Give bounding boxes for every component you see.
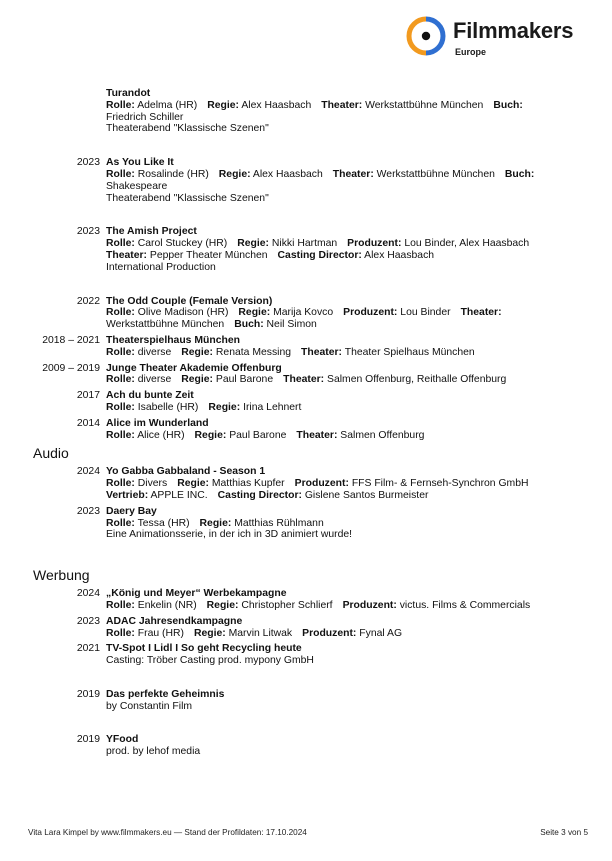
filmmakers-logo-icon: [404, 16, 448, 56]
credit-field: [106, 112, 183, 123]
credit-line: [106, 123, 576, 135]
field-value: Salmen Offenburg, Reithalle Offenburg: [327, 374, 507, 386]
field-value: Salmen Offenburg: [340, 429, 425, 441]
credit-field: [295, 478, 529, 489]
field-value: Alice (HR): [137, 429, 185, 441]
credit-field: [218, 490, 429, 501]
field-value: Pepper Theater München: [149, 249, 268, 261]
credit-field: [181, 347, 291, 358]
field-value: victus. Films & Commercials: [399, 599, 531, 611]
credit-title: The Amish Project: [106, 226, 197, 238]
credit-body: [106, 588, 576, 612]
credit-field: [106, 430, 185, 441]
credit-year: 2021: [76, 643, 100, 655]
field-value: Divers: [137, 478, 168, 490]
credit-entry: [0, 689, 612, 713]
field-value: Lou Binder, Alex Haasbach: [404, 238, 530, 250]
field-label: Rolle:: [106, 401, 135, 413]
credit-field: [177, 478, 284, 489]
field-value: Isabelle (HR): [137, 401, 199, 413]
field-label: Rolle:: [106, 374, 135, 386]
credit-line: [106, 430, 576, 442]
field-label: Regie:: [181, 346, 214, 358]
field-value: Theater Spielhaus München: [344, 346, 475, 358]
field-label: Regie:: [218, 168, 251, 180]
field-value: diverse: [137, 374, 172, 386]
field-value: Werkstattbühne München: [376, 168, 495, 180]
credit-entry: [0, 734, 612, 758]
credit-line: [106, 529, 576, 541]
field-value: Paul Barone: [229, 429, 287, 441]
credit-title: Ach du bunte Zeit: [106, 390, 194, 402]
field-label: Theater:: [283, 374, 325, 386]
credit-field: [106, 402, 198, 413]
credit-body: [106, 390, 576, 414]
field-value: International Production: [106, 261, 216, 273]
credit-line: [106, 112, 576, 124]
credit-field: [106, 181, 167, 192]
credit-field: [195, 430, 287, 441]
credit-title: Daery Bay: [106, 505, 157, 517]
field-label: Regie:: [208, 401, 241, 413]
field-label: Regie:: [238, 307, 271, 319]
credit-field: [106, 478, 167, 489]
credit-year: 2023: [76, 505, 100, 517]
credit-year: 2017: [76, 390, 100, 402]
credit-title: Alice im Wunderland: [106, 417, 209, 429]
field-value: Werkstattbühne München: [365, 99, 484, 111]
field-label: Buch:: [504, 168, 535, 180]
credit-body: [106, 506, 576, 541]
field-value: Matthias Rühlmann: [234, 517, 324, 529]
credit-year: 2009 – 2019: [42, 362, 100, 374]
field-label: Produzent:: [347, 238, 402, 250]
field-label: Produzent:: [294, 478, 349, 490]
field-label: Regie:: [194, 429, 227, 441]
credit-field: [106, 600, 197, 611]
credit-field: [106, 628, 184, 639]
field-value: by Constantin Film: [106, 700, 193, 712]
field-value: Eine Animationsserie, in der ich in 3D animiert wurde!: [106, 529, 353, 541]
credit-body: [106, 616, 576, 640]
credit-year: 2014: [76, 417, 100, 429]
credit-field: [343, 307, 450, 318]
credit-year: 2018 – 2021: [42, 334, 100, 346]
credit-year: 2019: [76, 734, 100, 746]
credit-line: [106, 319, 576, 331]
credit-field: [106, 307, 228, 318]
credit-field: [181, 374, 273, 385]
credit-body: [106, 643, 576, 667]
credit-field: [347, 238, 529, 249]
credit-field: [207, 600, 333, 611]
logo-title: Filmmakers: [453, 18, 574, 43]
field-label: Buch:: [234, 319, 264, 331]
credit-line: [106, 746, 576, 758]
field-value: Alex Haasbach: [252, 168, 323, 180]
credit-body: [106, 734, 576, 758]
credit-field: [208, 402, 301, 413]
field-label: Rolle:: [106, 599, 135, 611]
footer-credit: Vita Lara Kimpel by www.filmmakers.eu — Stand der Profildaten: 17.10.2024: [28, 828, 307, 837]
credit-line: [106, 169, 576, 181]
credit-field: [278, 250, 435, 261]
credit-year: 2024: [76, 588, 100, 600]
credit-field: [333, 169, 495, 180]
credit-title: TV-Spot I Lidl I So geht Recycling heute: [106, 643, 302, 655]
field-value: Frau (HR): [137, 627, 184, 639]
field-value: Carol Stuckey (HR): [137, 238, 228, 250]
field-value: diverse: [137, 346, 172, 358]
field-label: Rolle:: [106, 627, 135, 639]
credit-line: [106, 490, 576, 502]
credit-field: [321, 100, 483, 111]
credit-field: [106, 347, 171, 358]
credit-year: [0, 88, 100, 135]
credit-line: [106, 478, 576, 490]
field-label: Regie:: [237, 238, 270, 250]
field-value: Alex Haasbach: [241, 99, 312, 111]
field-value: Christopher Schlierf: [241, 599, 333, 611]
field-value: Renata Messing: [215, 346, 292, 358]
field-label: Theater:: [106, 249, 147, 261]
credit-field: [296, 430, 424, 441]
field-value: Marija Kovco: [273, 307, 334, 319]
credit-entry: [0, 588, 612, 612]
credit-line: [106, 628, 576, 640]
credit-field: [106, 238, 227, 249]
credit-entry: [0, 390, 612, 414]
credit-body: [106, 157, 576, 204]
credit-line: [106, 655, 576, 667]
credit-field: [493, 100, 522, 111]
field-label: Produzent:: [302, 627, 357, 639]
credit-field: [106, 319, 224, 330]
field-label: Regie:: [177, 478, 209, 490]
credit-title: Yo Gabba Gabbaland - Season 1: [106, 466, 266, 478]
logo-subtitle: Europe: [455, 47, 487, 57]
credit-field: [461, 307, 502, 318]
field-value: Tessa (HR): [137, 517, 190, 529]
credit-year: 2023: [76, 615, 100, 627]
field-label: Rolle:: [106, 517, 135, 529]
credit-line: [106, 374, 576, 386]
credit-title: Junge Theater Akademie Offenburg: [106, 362, 282, 374]
credit-field: [106, 701, 192, 712]
credit-entry: [0, 335, 612, 359]
field-label: Rolle:: [106, 238, 135, 250]
field-value: Matthias Kupfer: [211, 478, 285, 490]
credit-line: [106, 262, 576, 274]
field-label: Rolle:: [106, 478, 135, 490]
credit-field: [238, 307, 333, 318]
credit-line: [106, 402, 576, 414]
credit-entry: [0, 616, 612, 640]
credit-line: [106, 701, 576, 713]
credit-line: [106, 250, 576, 262]
credit-title: The Odd Couple (Female Version): [106, 295, 273, 307]
field-value: Adelma (HR): [137, 99, 198, 111]
credit-body: [106, 418, 576, 442]
credit-field: [207, 100, 311, 111]
credit-field: [505, 169, 534, 180]
credit-entry: [0, 363, 612, 387]
credit-field: [106, 193, 269, 204]
field-label: Produzent:: [343, 307, 398, 319]
credit-line: [106, 100, 576, 112]
filmmakers-logo: [404, 16, 604, 62]
credit-entry: [0, 506, 612, 541]
credit-entry: [0, 643, 612, 667]
credit-body: [106, 335, 576, 359]
field-value: Werkstattbühne München: [106, 319, 225, 331]
theater-section: [0, 88, 612, 441]
credit-field: [106, 374, 171, 385]
credit-field: [106, 518, 190, 529]
field-label: Rolle:: [106, 99, 135, 111]
credit-line: [106, 347, 576, 359]
credit-field: [283, 374, 506, 385]
field-label: Theater:: [332, 168, 374, 180]
credit-year: 2024: [76, 466, 100, 478]
field-label: Rolle:: [106, 346, 135, 358]
field-label: Regie:: [199, 517, 232, 529]
field-label: Vertrieb:: [106, 489, 149, 501]
credit-body: [106, 296, 576, 331]
credit-field: [106, 123, 269, 134]
credit-field: [106, 746, 200, 757]
field-label: Theater:: [296, 429, 338, 441]
credit-year: 2019: [76, 688, 100, 700]
credit-field: [106, 100, 197, 111]
credit-title: ADAC Jahresendkampagne: [106, 615, 243, 627]
credit-field: [106, 262, 216, 273]
credit-field: [301, 347, 475, 358]
credit-field: [106, 250, 268, 261]
credit-title: „König und Meyer“ Werbekampagne: [106, 588, 287, 600]
field-value: Irina Lehnert: [243, 401, 302, 413]
credit-entry: [0, 226, 612, 273]
credit-line: [106, 181, 576, 193]
credit-line: [106, 600, 576, 612]
field-label: Regie:: [181, 374, 214, 386]
field-value: Enkelin (NR): [137, 599, 197, 611]
field-label: Regie:: [207, 99, 240, 111]
credit-field: [106, 490, 208, 501]
field-value: Theaterabend "Klassische Szenen": [106, 123, 269, 135]
field-value: Theaterabend "Klassische Szenen": [106, 192, 269, 204]
credit-line: [106, 307, 576, 319]
credit-field: [106, 169, 209, 180]
field-label: Regie:: [193, 627, 226, 639]
field-value: Fynal AG: [359, 627, 403, 639]
credit-title: As You Like It: [106, 157, 174, 169]
field-value: FFS Film- & Fernseh-Synchron GmbH: [351, 478, 529, 490]
vita-content: [0, 88, 612, 758]
field-value: Nikki Hartman: [271, 238, 338, 250]
credit-year: 2022: [76, 295, 100, 307]
section-title: Audio: [33, 445, 69, 462]
field-label: Casting Director:: [277, 249, 362, 261]
field-value: Rosalinde (HR): [137, 168, 209, 180]
credit-body: [106, 466, 576, 501]
audio-section: [0, 445, 612, 541]
credit-title: Das perfekte Geheimnis: [106, 688, 225, 700]
credit-body: [106, 689, 576, 713]
credit-line: [106, 238, 576, 250]
credit-field: [194, 628, 292, 639]
field-label: Theater:: [460, 307, 502, 319]
field-value: Friedrich Schiller: [106, 111, 184, 123]
section-title: Werbung: [33, 567, 90, 584]
field-value: Paul Barone: [215, 374, 274, 386]
credit-entry: [0, 157, 612, 204]
credit-field: [200, 518, 324, 529]
field-value: APPLE INC.: [150, 489, 208, 501]
credit-title: Turandot: [106, 88, 151, 99]
field-value: prod. by lehof media: [106, 746, 201, 758]
credit-field: [302, 628, 402, 639]
field-label: Regie:: [206, 599, 239, 611]
credit-field: [234, 319, 317, 330]
credit-year: 2023: [76, 157, 100, 169]
credit-title: Theaterspielhaus München: [106, 334, 240, 346]
credit-line: [106, 518, 576, 530]
field-value: Neil Simon: [266, 319, 317, 331]
page-footer: [28, 828, 588, 837]
credit-line: [106, 193, 576, 205]
field-label: Rolle:: [106, 307, 135, 319]
field-label: Produzent:: [342, 599, 397, 611]
field-value: Lou Binder: [400, 307, 451, 319]
field-label: Buch:: [493, 99, 523, 111]
field-value: Olive Madison (HR): [137, 307, 229, 319]
credit-entry: [0, 466, 612, 501]
credit-entry: [0, 88, 612, 135]
field-label: Theater:: [301, 346, 343, 358]
credit-field: [343, 600, 531, 611]
credit-field: [237, 238, 337, 249]
credit-field: [106, 529, 352, 540]
credit-body: [106, 226, 576, 273]
field-value: Marvin Litwak: [228, 627, 293, 639]
field-value: Casting: Tröber Casting prod. mypony GmbH: [106, 655, 314, 667]
field-label: Rolle:: [106, 168, 135, 180]
credit-entry: [0, 296, 612, 331]
field-value: Alex Haasbach: [364, 249, 435, 261]
field-label: Rolle:: [106, 429, 135, 441]
credit-title: YFood: [106, 734, 139, 746]
credit-body: [106, 363, 576, 387]
page-number: Seite 3 von 5: [540, 828, 588, 837]
field-label: Theater:: [321, 99, 363, 111]
field-label: Casting Director:: [217, 489, 302, 501]
credit-field: [219, 169, 323, 180]
credit-field: [106, 655, 314, 666]
credit-body: [106, 88, 576, 135]
werbung-section: [0, 567, 612, 758]
credit-entry: [0, 418, 612, 442]
field-value: Shakespeare: [106, 180, 168, 192]
credit-year: 2023: [76, 226, 100, 238]
field-value: Gislene Santos Burmeister: [304, 489, 429, 501]
